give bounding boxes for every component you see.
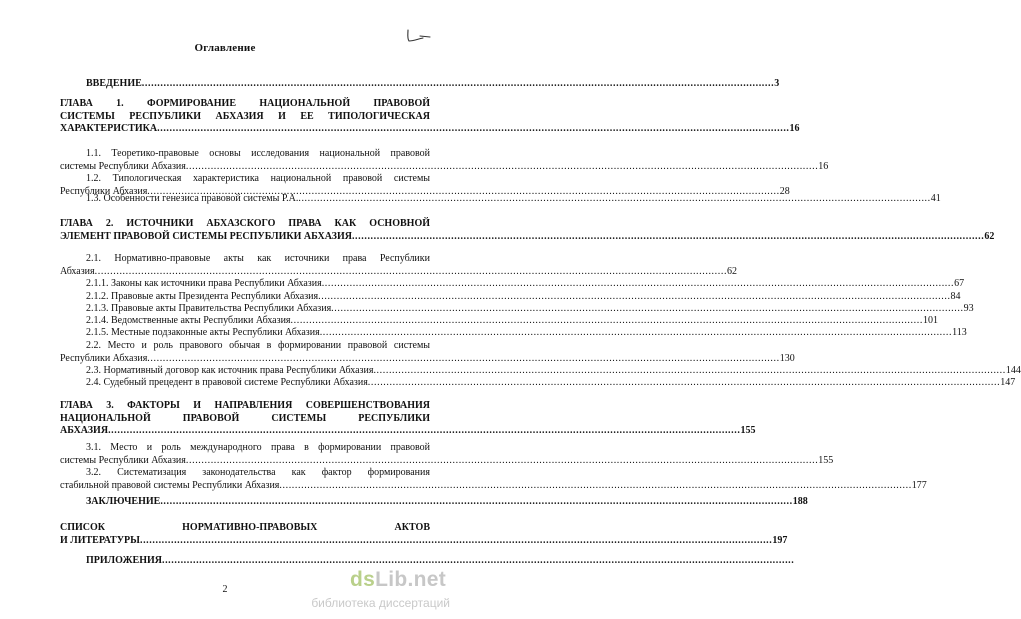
toc-page-number: 130 [779, 352, 795, 364]
dot-leader [279, 480, 911, 491]
toc-entry-leader-line [60, 193, 941, 206]
toc-page-number: 144 [1005, 365, 1021, 376]
dot-leader [186, 161, 818, 172]
toc-page-number: 28 [779, 185, 790, 197]
toc-page-number: 155 [740, 425, 756, 436]
dot-leader [291, 315, 923, 326]
toc-entry-title: ЭЛЕМЕНТ ПРАВОВОЙ СИСТЕМЫ РЕСПУБЛИКИ АБХАЗИЯ [60, 230, 352, 242]
toc-page-number: 101 [922, 315, 938, 326]
toc-entry [60, 467, 927, 492]
dot-leader [160, 496, 792, 507]
toc-entry-leader-line [60, 365, 1021, 378]
toc-entry-title: И ЛИТЕРАТУРЫ [60, 534, 140, 546]
toc-page-number: 16 [789, 123, 800, 134]
toc-entry-title: 2.1.5. Местные подзаконные акты Республики Абхазия [86, 327, 320, 338]
toc-entry [60, 193, 941, 206]
toc-page-number: 62 [984, 230, 995, 242]
toc-page-number: 41 [930, 193, 941, 204]
toc-entry-title: 2.1.2. Правовые акты Президента Республики Абхазия [86, 291, 319, 302]
watermark [280, 568, 450, 618]
toc-entry-title: 2.1.4. Ведомственные акты Республики Абхазия [86, 315, 291, 326]
toc-page-number: 93 [963, 303, 974, 314]
toc-entry-title: 1.3. Особенности генезиса правовой системы Р.А. [86, 193, 299, 204]
toc-page-number: 3 [774, 78, 780, 89]
toc-entry-text: ГЛАВА 2. ИСТОЧНИКИ АБХАЗСКОГО ПРАВА КАК ОСНОВНОЙ [60, 218, 430, 229]
watermark-tagline: библиотека диссертаций [311, 596, 450, 610]
toc-entry-text: 3.1. Место и роль международного права в формировании правовой [86, 442, 430, 453]
toc-entry [60, 148, 829, 173]
dot-leader [331, 303, 963, 314]
dot-leader [320, 327, 952, 338]
toc-entry [60, 291, 961, 304]
toc-entry-leader-line [60, 78, 780, 91]
toc-entry-title: 2.3. Нормативный договор как источник права Республики Абхазия [86, 365, 374, 376]
toc-entry-text: СПИСОК НОРМАТИВНО-ПРАВОВЫХ АКТОВ [60, 522, 430, 533]
toc-entry [60, 303, 974, 316]
toc-entry [60, 218, 995, 243]
toc-entry-title: АБХАЗИЯ [60, 425, 109, 436]
toc-entry [60, 327, 967, 340]
toc-entry-title: ПРИЛОЖЕНИЯ [86, 555, 162, 566]
toc-entry-text: СИСТЕМЫ РЕСПУБЛИКИ АБХАЗИЯ И ЕЕ ТИПОЛОГИЧЕСКАЯ [60, 110, 430, 122]
toc-entry-text: 1.1. Теоретико-правовые основы исследования национальной правовой [86, 148, 430, 159]
toc-entry [60, 400, 756, 438]
toc-entry-title: 2.1.3. Правовые акты Правительства Республики Абхазия [86, 303, 332, 314]
dot-leader [95, 266, 727, 277]
toc-entry [60, 496, 808, 509]
toc-entry [60, 253, 738, 278]
toc-entry [60, 522, 788, 547]
toc-entry-leader-line [60, 160, 829, 174]
toc-entry-leader-line [60, 315, 938, 328]
toc-page-number: 155 [818, 454, 834, 466]
toc-page-number: 84 [950, 291, 961, 302]
toc-entry [60, 555, 430, 568]
toc-entry-title: 2.1.1. Законы как источники права Республики Абхазия [86, 278, 322, 289]
toc-page-number: 177 [911, 479, 927, 491]
toc-entry-leader-line [60, 303, 974, 316]
toc-entry-leader-line [60, 555, 430, 568]
page-number: 2 [222, 584, 228, 595]
toc-entry-title: 2.4. Судебный прецедент в правовой системе Республики Абхазия [86, 377, 368, 388]
toc-entry-title: ХАРАКТЕРИСТИКА [60, 123, 158, 134]
toc-entry-leader-line [60, 454, 834, 468]
toc-entry-text: ГЛАВА 3. ФАКТОРЫ И НАПРАВЛЕНИЯ СОВЕРШЕНСТВОВАНИЯ [60, 400, 430, 411]
toc-entry-title: ВВЕДЕНИЕ [86, 78, 142, 89]
toc-page-number: 113 [952, 327, 967, 338]
dot-leader [186, 455, 818, 466]
dot-leader [322, 278, 954, 289]
dot-leader [108, 425, 740, 436]
page-title: Оглавление [194, 42, 256, 54]
toc-entry-leader-line [60, 230, 995, 244]
toc-entry-text: НАЦИОНАЛЬНОЙ ПРАВОВОЙ СИСТЕМЫ РЕСПУБЛИКИ [60, 412, 430, 424]
toc-entry-leader-line [60, 327, 967, 340]
toc-entry-leader-line [60, 534, 788, 548]
toc-entry-leader-line [60, 377, 1016, 390]
toc-page-number: 16 [818, 160, 829, 172]
toc-entry-title: ЗАКЛЮЧЕНИЕ [86, 496, 161, 507]
toc-entry-text: 1.2. Типологическая характеристика национальной правовой системы [86, 173, 430, 184]
toc-entry-text: ГЛАВА 1. ФОРМИРОВАНИЕ НАЦИОНАЛЬНОЙ ПРАВОВОЙ [60, 98, 430, 109]
toc-entry-leader-line [60, 278, 965, 291]
dot-leader [162, 555, 794, 566]
toc-entry [60, 278, 965, 291]
dot-leader [147, 353, 779, 364]
toc-page-number: 62 [727, 265, 738, 277]
toc-entry-leader-line [60, 291, 961, 304]
toc-entry-title: системы Республики Абхазия [60, 160, 186, 172]
dot-leader [142, 78, 774, 89]
toc-entry [60, 78, 780, 91]
dot-leader [140, 535, 772, 546]
dot-leader [373, 365, 1005, 376]
dot-leader [157, 123, 789, 134]
toc-entry [60, 340, 795, 365]
toc-page-number: 147 [1000, 377, 1016, 388]
toc-entry-text: 2.1. Нормативно-правовые акты как источники права Республики [86, 253, 430, 264]
dot-leader [368, 377, 1000, 388]
toc-entry-title: Абхазия [60, 265, 95, 277]
toc-entry [60, 365, 1021, 378]
toc-entry-leader-line [60, 479, 927, 493]
toc-page-number: 188 [792, 496, 808, 507]
toc-entry-title: Республики Абхазия [60, 352, 148, 364]
toc-entry [60, 442, 834, 467]
toc-entry-title: стабильной правовой системы Республики Абхазия [60, 479, 280, 491]
watermark-logo: dsLib.net [350, 568, 447, 591]
toc-page-number: 197 [772, 534, 788, 546]
dot-leader [318, 291, 950, 302]
toc-entry-text: 2.2. Место и роль правового обычая в формировании правовой системы [86, 340, 430, 351]
toc-entry-leader-line [60, 352, 795, 366]
toc-entry-leader-line [60, 496, 808, 509]
dot-leader [352, 231, 984, 242]
dot-leader [298, 193, 930, 204]
toc-entry-text: 3.2. Систематизация законодательства как фактор формирования [86, 467, 430, 478]
toc-entry-title: системы Республики Абхазия [60, 454, 186, 466]
toc-entry-leader-line [60, 425, 756, 438]
toc-entry-leader-line [60, 123, 800, 136]
toc-entry [60, 377, 1016, 390]
toc-entry [60, 315, 938, 328]
toc-entry-leader-line [60, 265, 738, 279]
toc-entry-title: Республики Абхазия [60, 185, 148, 197]
toc-entry [60, 98, 800, 136]
toc-page-number: 67 [954, 278, 965, 289]
